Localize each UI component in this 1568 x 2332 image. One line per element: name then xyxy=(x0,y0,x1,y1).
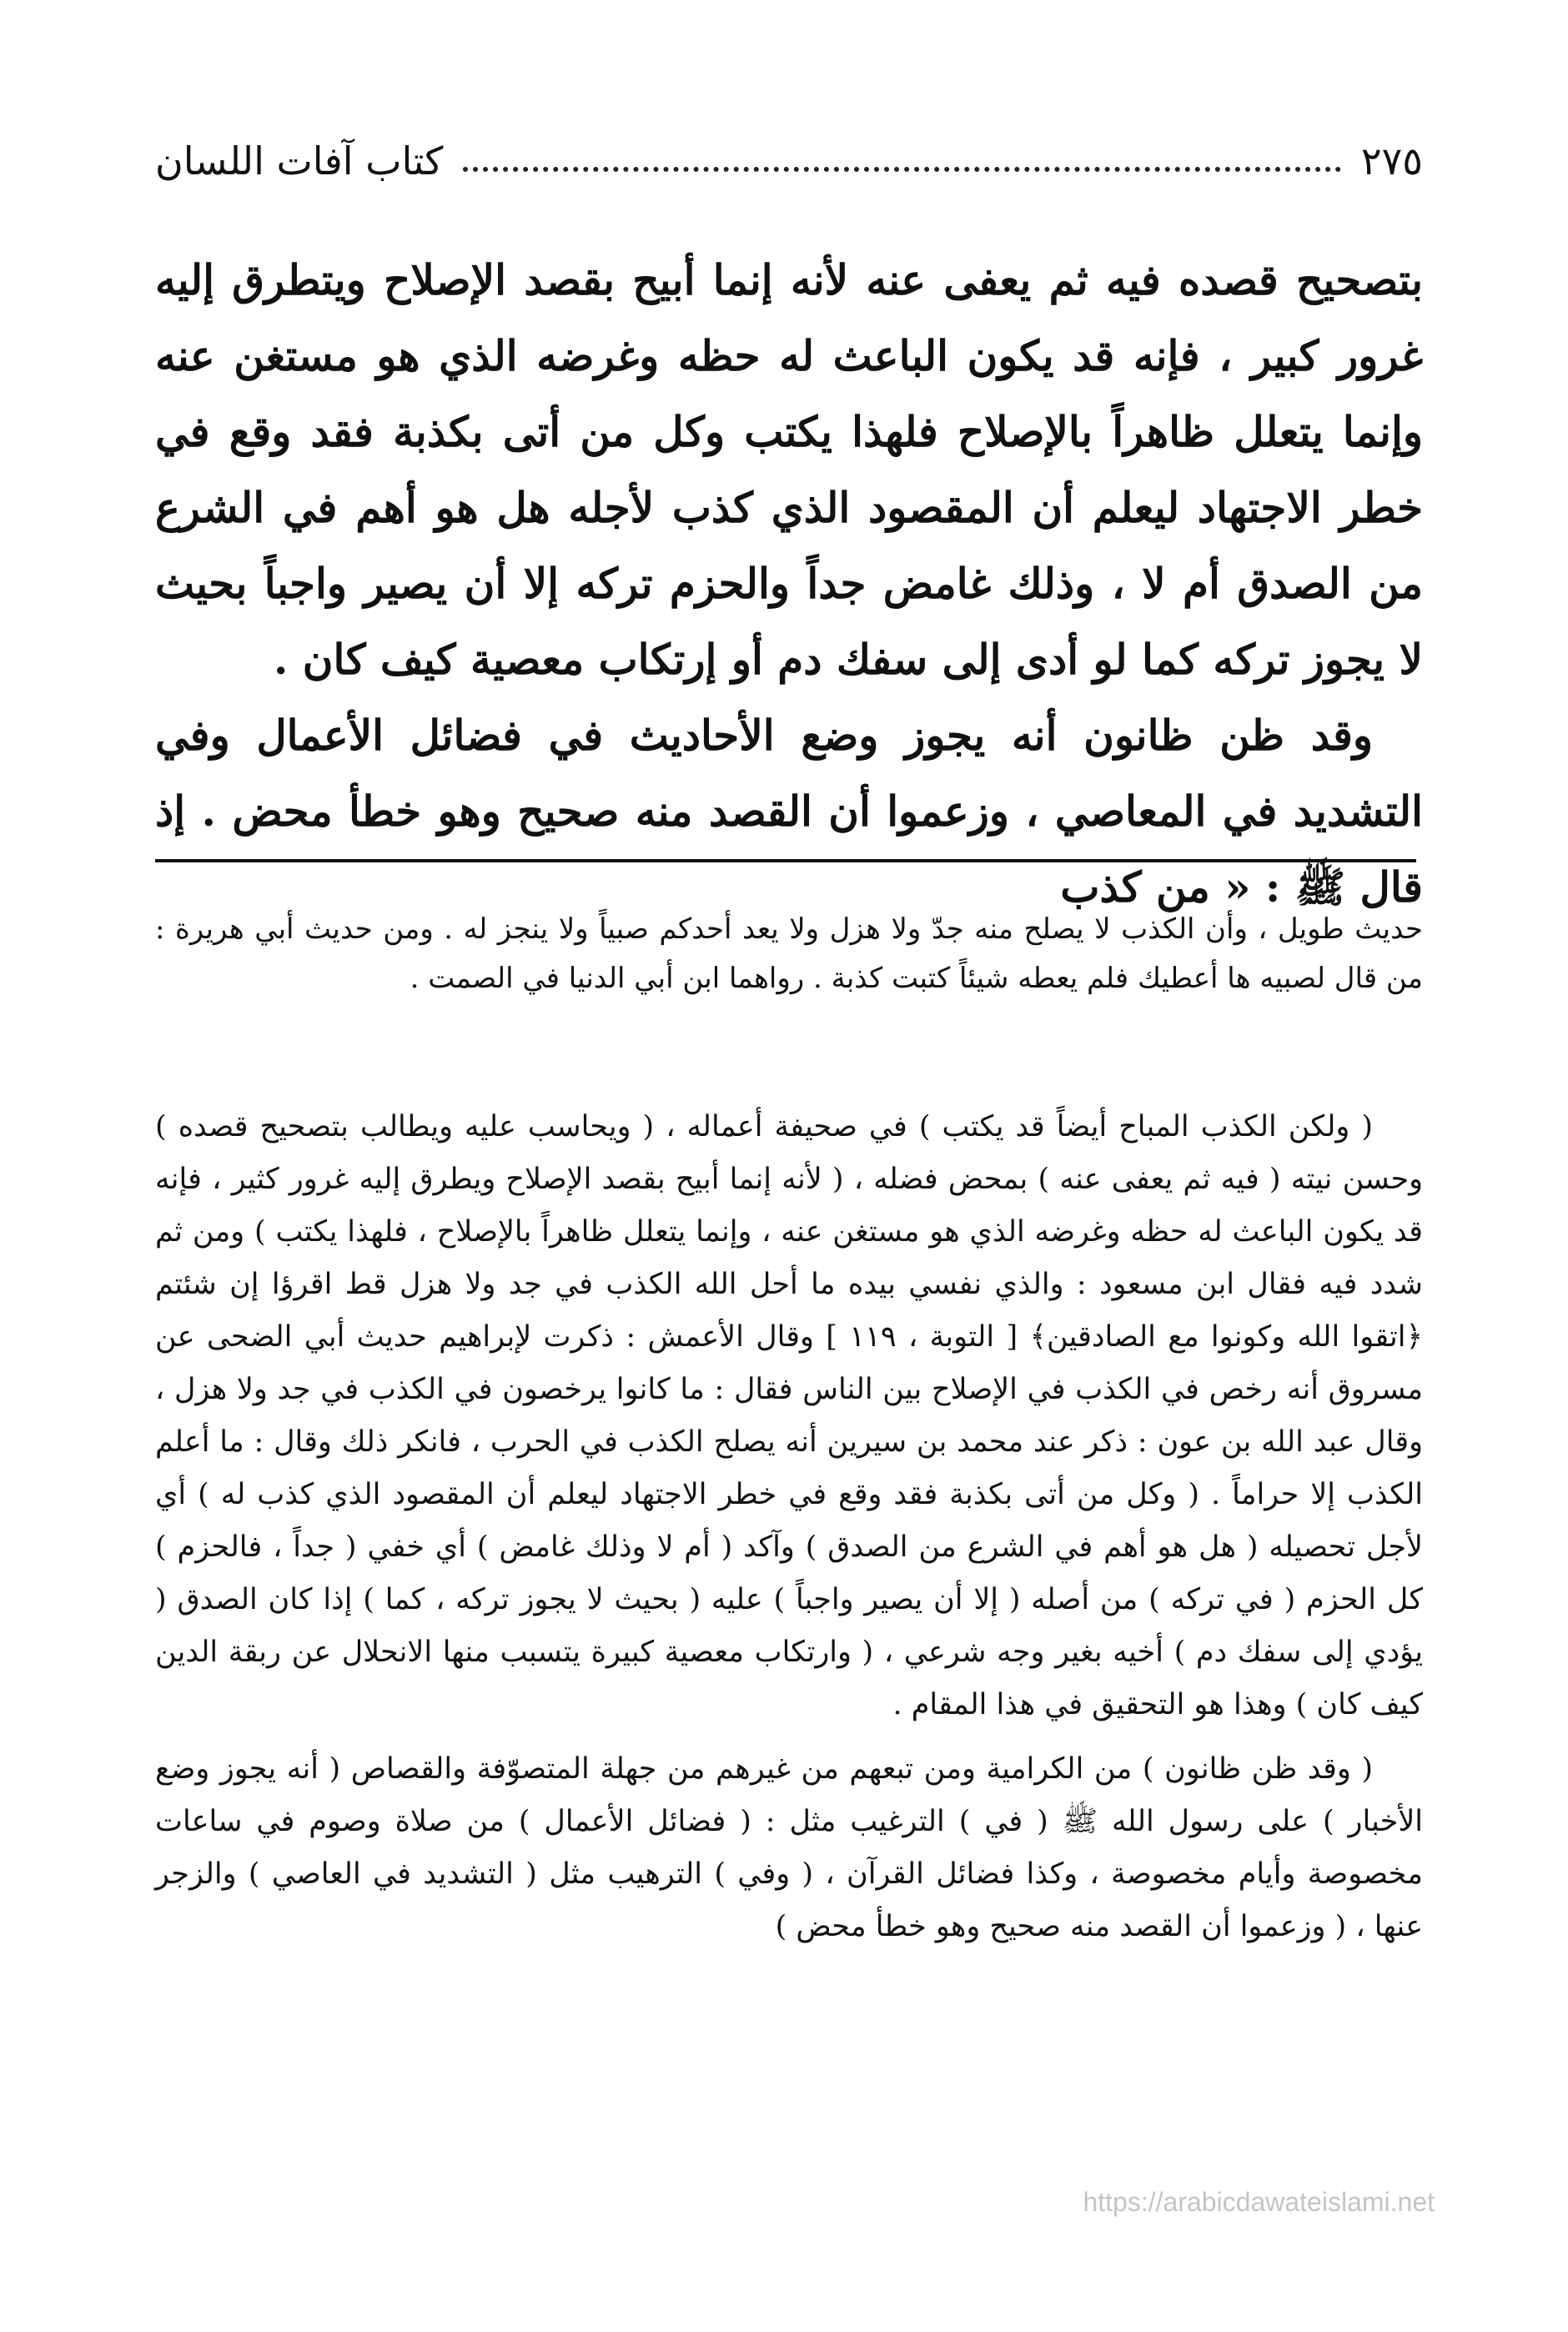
page-number: ٢٧٥ xyxy=(1360,138,1423,183)
footnote-text: حديث طويل ، وأن الكذب لا يصلح منه جدّ ولا هزل ولا يعد أحدكم صبياً ولا ينجز له . ومن حديث أبي هريرة : من قال لصبيه ها أعطيك فلم يعطه شيئاً كتبت كذبة . رواهما ابن أبي الدنيا في الصمت . xyxy=(155,912,1423,995)
running-header xyxy=(155,117,1423,183)
header-dotted-leader xyxy=(463,167,1341,172)
main-paragraph: وقد ظن ظانون أنه يجوز وضع الأحاديث في فضائل الأعمال وفي التشديد في المعاصي ، وزعموا أن القصد منه صحيح وهو خطأ محض . إذ قال ﷺ : « من كذب xyxy=(155,711,1423,912)
commentary-paragraph: ( وقد ظن ظانون ) من الكرامية ومن تبعهم من غيرهم من جهلة المتصوّفة والقصاص ( أنه يجوز وضع الأخبار ) على رسول الله ﷺ ( في ) الترغيب مثل : ( فضائل الأعمال ) من صلاة وصوم في ساعات مخصوصة وأيام مخصوصة ، وكذا فضائل القرآن ، ( وفي ) الترهيب مثل ( التشديد في العاصي ) والزجر عنها ، ( وزعموا أن القصد منه صحيح وهو خطأ محض ) xyxy=(155,1752,1423,1943)
footnote-divider xyxy=(155,859,1416,862)
source-watermark: https://arabicdawateislami.net xyxy=(1083,2187,1435,2217)
footnote-block xyxy=(155,905,1423,1003)
main-paragraph: بتصحيح قصده فيه ثم يعفى عنه لأنه إنما أبيح بقصد الإصلاح ويتطرق إليه غرور كبير ، فإنه قد يكون الباعث له حظه وغرضه الذي هو مستغن عنه وإنما يتعلل ظاهراً بالإصلاح فلهذا يكتب وكل من أتى بكذبة فقد وقع في خطر الاجتهاد ليعلم أن المقصود الذي كذب لأجله هل هو أهم في الشرع من الصدق أم لا ، وذلك غامض جداً والحزم تركه إلا أن يصير واجباً بحيث لا يجوز تركه كما لو أدى إلى سفك دم أو إرتكاب معصية كيف كان . xyxy=(155,255,1423,684)
main-text-block xyxy=(155,242,1423,925)
book-title: كتاب آفات اللسان xyxy=(155,138,444,183)
commentary-paragraph: ( ولكن الكذب المباح أيضاً قد يكتب ) في صحيفة أعماله ، ( ويحاسب عليه ويطالب بتصحيح قصده ) وحسن نيته ( فيه ثم يعفى عنه ) بمحض فضله ، ( لأنه إنما أبيح بقصد الإصلاح ويطرق إليه غرور كثير ، فإنه قد يكون الباعث له حظه وغرضه الذي هو مستغن عنه ، وإنما يتعلل ظاهراً بالإصلاح ، فلهذا يكتب ) ومن ثم شدد فيه فقال ابن مسعود : والذي نفسي بيده ما أحل الله الكذب في جد ولا هزل قط اقرؤا إن شئتم ﴿اتقوا الله وكونوا مع الصادقين﴾ [ التوبة ، ١١٩ ] وقال الأعمش : ذكرت لإبراهيم حديث أبي الضحى عن مسروق أنه رخص في الكذب في الإصلاح بين الناس فقال : ما كانوا يرخصون في الكذب في جد ولا هزل ، وقال عبد الله بن عون : ذكر عند محمد بن سيرين أنه يصلح الكذب في الحرب ، فانكر ذلك وقال : ما أعلم الكذب إلا حراماً . ( وكل من أتى بكذبة فقد وقع في خطر الاجتهاد ليعلم أن المقصود الذي كذب له ) أي لأجل تحصيله ( هل هو أهم في الشرع من الصدق ) وآكد ( أم لا وذلك غامض ) أي خفي ( جداً ، فالحزم ) كل الحزم ( في تركه ) من أصله ( إلا أن يصير واجباً ) عليه ( بحيث لا يجوز تركه ، كما ) إذا كان الصدق ( يؤدي إلى سفك دم ) أخيه بغير وجه شرعي ، ( وارتكاب معصية كبيرة يتسبب منها الانحلال عن ربقة الدين كيف كان ) وهذا هو التحقيق في هذا المقام . xyxy=(155,1110,1424,1721)
commentary-block xyxy=(155,1101,1423,1965)
